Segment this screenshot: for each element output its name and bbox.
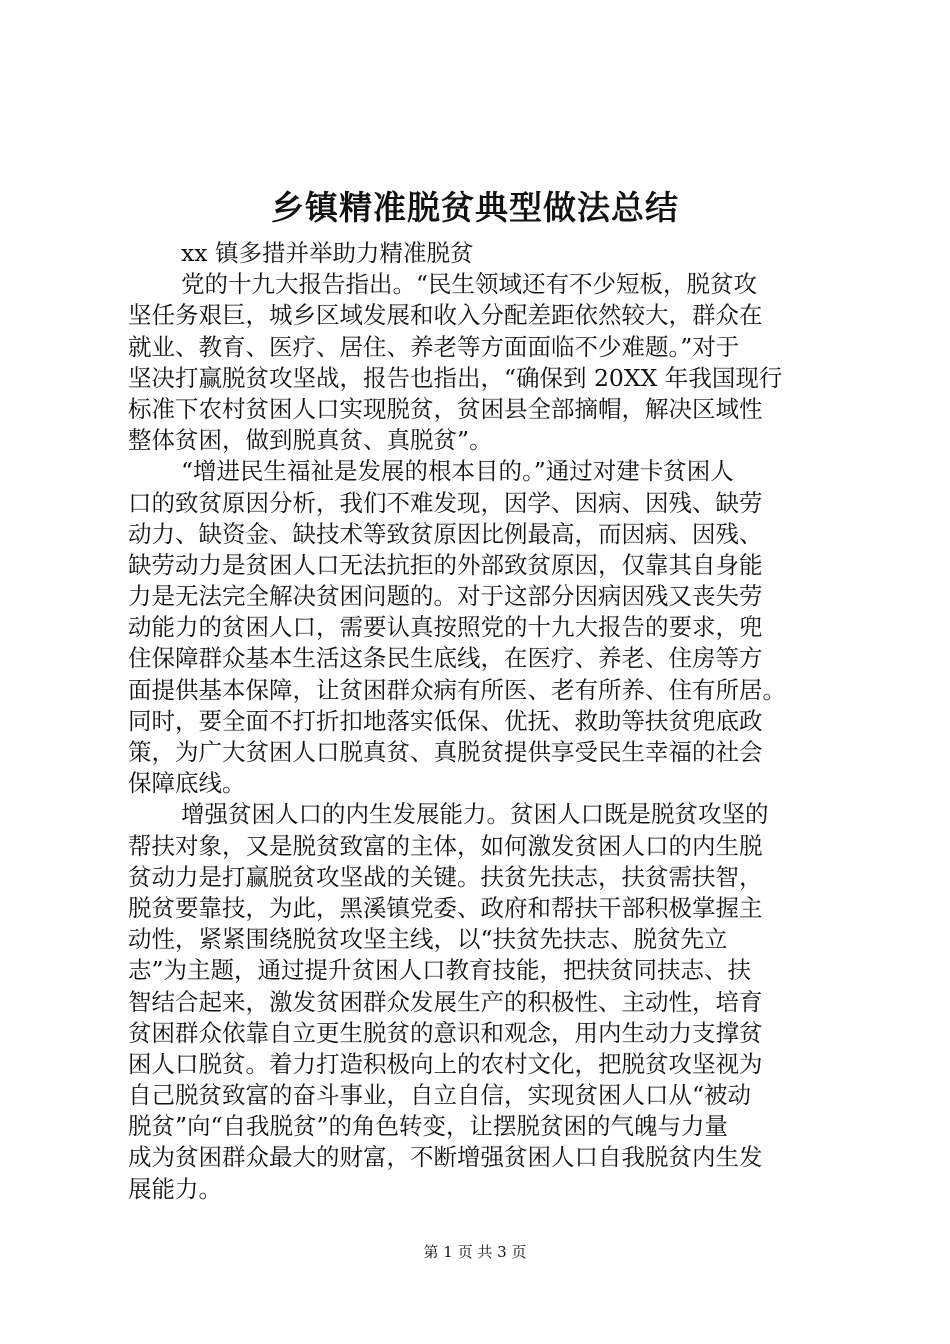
body-line: 脱贫”向“自我脱贫”的角色转变，让摆脱贫困的气魄与力量 [128,1112,729,1141]
document-title: 乡镇精准脱贫典型做法总结 [271,188,679,227]
body-line: “增进民生福祉是发展的根本目的。”通过对建卡贫困人 [181,457,734,486]
body-line: 住保障群众基本生活这条民生底线，在医疗、养老、住房等方 [128,644,763,673]
body-line: 面提供基本保障，让贫困群众病有所医、老有所养、住有所居。 [128,675,786,704]
body-line: 策，为广大贫困人口脱真贫、真脱贫提供享受民生幸福的社会 [128,738,763,766]
body-line: 展能力。 [128,1174,222,1203]
body-line: 志”为主题，通过提升贫困人口教育技能，把扶贫同扶志、扶 [128,956,752,985]
body-line: 缺劳动力是贫困人口无法抗拒的外部致贫原因，仅靠其自身能 [128,550,763,579]
body-line: 标准下农村贫困人口实现脱贫，贫困县全部摘帽，解决区域性 [128,394,763,423]
body-line: 成为贫困群众最大的财富，不断增强贫困人口自我脱贫内生发 [128,1143,763,1172]
body-line: 帮扶对象，又是脱贫致富的主体，如何激发贫困人口的内生脱 [128,831,763,860]
body-line: 整体贫困，做到脱真贫、真脱贫”。 [128,426,493,455]
body-line: 力是无法完全解决贫困问题的。对于这部分因病因残又丧失劳 [128,582,763,611]
body-line: xx 镇多措并举助力精准脱贫 [181,239,474,267]
body-line: 自己脱贫致富的奋斗事业，自立自信，实现贫困人口从“被动 [128,1081,752,1110]
body-line: 党的十九大报告指出。“民生领域还有不少短板，脱贫攻 [181,270,758,299]
body-line: 坚任务艰巨，城乡区域发展和收入分配差距依然较大，群众在 [128,301,763,330]
body-line: 贫困群众依靠自立更生脱贫的意识和观念，用内生动力支撑贫 [128,1018,763,1047]
body-line: 坚决打赢脱贫攻坚战，报告也指出，“确保到 20XX 年我国现行 [128,363,783,392]
body-line: 贫动力是打赢脱贫攻坚战的关键。扶贫先扶志，扶贫需扶智， [128,862,763,891]
body-line: 保障底线。 [128,769,246,798]
body-line: 动能力的贫困人口，需要认真按照党的十九大报告的要求，兜 [128,613,763,642]
body-line: 动力、缺资金、缺技术等致贫原因比例最高，而因病、因残、 [128,519,763,548]
body-line: 口的致贫原因分析，我们不难发现，因学、因病、因残、缺劳 [128,488,763,517]
body-line: 脱贫要靠技，为此，黑溪镇党委、政府和帮扶干部积极掌握主 [128,893,763,922]
document-body [128,238,858,1205]
body-line: 智结合起来，激发贫困群众发展生产的积极性、主动性，培育 [128,987,763,1016]
body-line: 就业、教育、医疗、居住、养老等方面面临不少难题。”对于 [128,332,740,361]
body-line: 同时，要全面不打折扣地落实低保、优抚、救助等扶贫兜底政 [128,706,763,735]
body-line: 动性，紧紧围绕脱贫攻坚主线，以“扶贫先扶志、脱贫先立 [128,925,728,954]
body-line: 增强贫困人口的内生发展能力。贫困人口既是脱贫攻坚的 [181,800,769,829]
page-footer: 第 1 页 共 3 页 [423,1243,527,1261]
body-line: 困人口脱贫。着力打造积极向上的农村文化，把脱贫攻坚视为 [128,1049,763,1078]
